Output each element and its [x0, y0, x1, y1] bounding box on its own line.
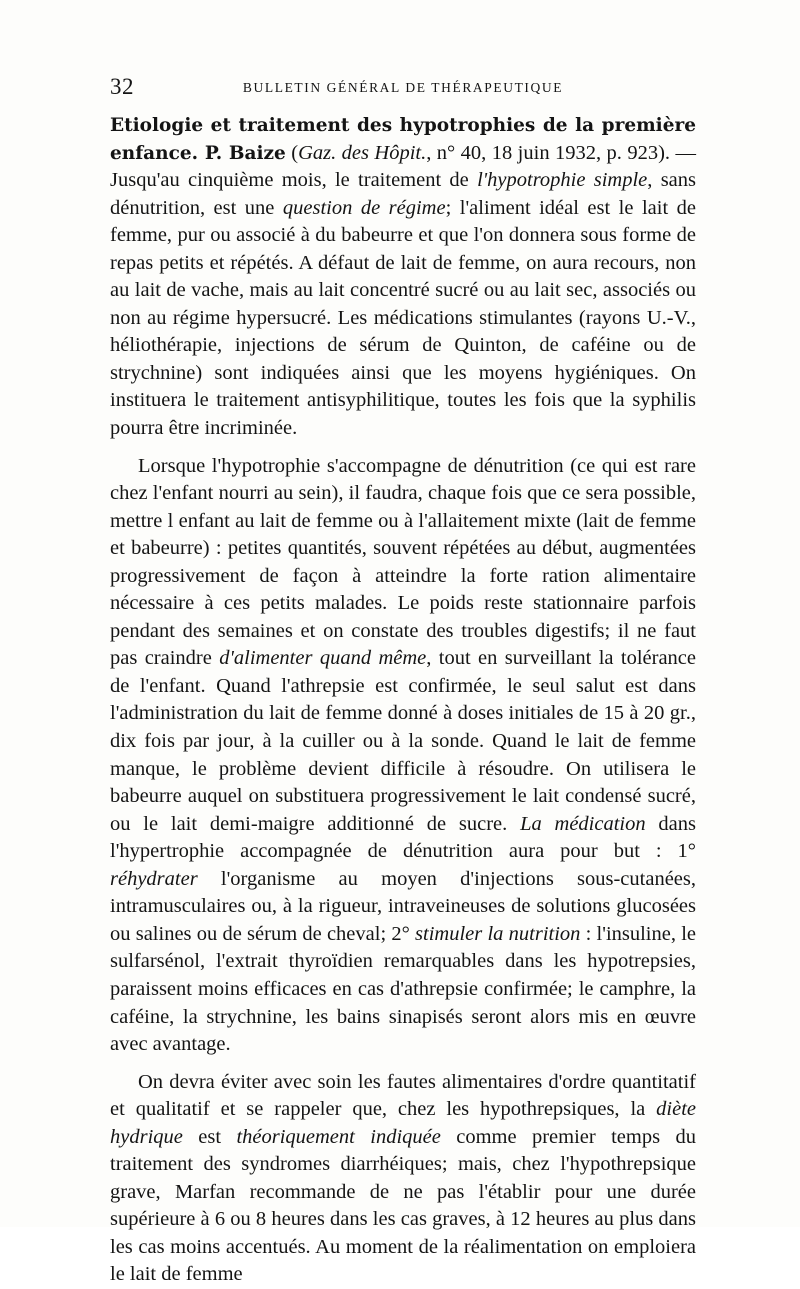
emphasis-rehydrater: réhydrater	[110, 867, 198, 890]
emphasis-hypotrophie-simple: l'hypotrophie simple	[477, 169, 648, 192]
paragraph-1-text-b: , sans dénutrition, est une	[110, 169, 696, 219]
article-heading: Etiologie et traitement des hypotrophies de la première enfance. P. Baize (Gaz. des Hôpit., n° 40, 18 juin 1932, p. 923). — Jusqu'au cinquième mois, le traitement de l'hypotrophie simple, sans dénutrition, est une question de régime; l'aliment idéal est le lait de femme, pur ou associé à du babeurre et que l'on donnera sous forme de repas petits et répétés. A défaut de lait de femme, on aura recours, non au lait de vache, mais au lait concentré sucré ou au lait sec, associés ou non au régime hypersucré. Les médications stimulantes (rayons U.-V., héliothérapie, injections de sérum de Quinton, de caféine ou de strychnine) sont indiquées ainsi que les moyens hygiéniques. On instituera le traitement antisyphilitique, toutes les fois que la syphilis pourra être incriminée.	[110, 115, 696, 440]
paragraph-2	[110, 453, 696, 1059]
article-title: Etiologie et traitement des hypotrophies de la première enfance. P. Baize	[110, 115, 696, 164]
emphasis-medication: La médication	[520, 812, 646, 835]
paragraph-3	[110, 1069, 696, 1289]
emphasis-theoriquement: théoriquement indiquée	[236, 1125, 441, 1148]
paragraph-3-text-b: est	[182, 1125, 237, 1148]
emphasis-diete-hydrique: diète hydrique	[110, 1098, 696, 1148]
emphasis-alimenter: d'alimenter quand même	[219, 647, 427, 670]
paragraph-1-text: — Jusqu'au cinquième mois, le traitement de	[110, 141, 696, 192]
article-body	[110, 112, 696, 1289]
emphasis-question-de-regime: question de régime	[282, 196, 446, 219]
page-number: 32	[110, 74, 134, 99]
paragraph-2-text-b: , tout en surveillant la tolérance de l'enfant. Quand l'athrepsie est confirmée, le seul salut est dans l'administration du lait de femme donné à doses initiales de 15 à 20 gr., dix fois par jour, à la cuiller ou à la sonde. Quand le lait de femme manque, le problème devient difficile à résoudre. On utilisera le babeurre auquel on substituera progressivement le lait condensé sucré, ou le lait demi-maigre additionné de sucre.	[110, 647, 696, 835]
citation-details: , n° 40, 18 juin 1932, p. 923).	[426, 141, 671, 164]
paragraph-2-text-e: : l'insuline, le sulfarsénol, l'extrait thyroïdien remarquables dans les hypotrepsies, paraissent moins efficaces en cas d'athrepsie confirmée; le camphre, la caféine, la strychnine, les bains sinapisés seront alors mis en œuvre avec avantage.	[110, 922, 697, 1056]
paragraph-2-text-d: l'organisme au moyen d'injections sous-cutanées, intramusculaires ou, à la rigueur, intraveineuses de solutions glucosées ou salines ou de sérum de cheval; 2°	[110, 867, 696, 945]
paragraph-3-text-a: On devra éviter avec soin les fautes alimentaires d'ordre quantitatif et qualitatif et se rappeler que, chez les hypothrepsiques, la	[110, 1070, 696, 1121]
page-header	[110, 74, 696, 104]
emphasis-stimuler: stimuler la nutrition	[415, 922, 581, 945]
paragraph-3-text-c: comme premier temps du traitement des syndromes diarrhéiques; mais, chez l'hypothrepsique grave, Marfan recommande de ne pas l'établir pour une durée supérieure à 6 ou 8 heures dans les cas graves, à 12 heures au plus dans les cas moins accentués. Au moment de la réalimentation on emploiera le lait de femme	[110, 1125, 696, 1286]
citation-journal: Gaz. des Hôpit.	[298, 141, 427, 164]
running-title: BULLETIN GÉNÉRAL DE THÉRAPEUTIQUE	[242, 80, 564, 95]
paragraph-2-text-c: dans l'hypertrophie accompagnée de dénutrition aura pour but : 1°	[110, 812, 697, 863]
paragraph-1-text-c: ; l'aliment idéal est le lait de femme, pur ou associé à du babeurre et que l'on donnera sous forme de repas petits et répétés. A défaut de lait de femme, on aura recours, non au lait de vache, mais au lait concentré sucré ou au lait sec, associés ou non au régime hypersucré. Les médications stimulantes (rayons U.-V., héliothérapie, injections de sérum de Quinton, de caféine ou de strychnine) sont indiquées ainsi que les moyens hygiéniques. On instituera le traitement antisyphilitique, toutes les fois que la syphilis pourra être incriminée.	[110, 196, 696, 440]
paragraph-2-text-a: Lorsque l'hypotrophie s'accompagne de dénutrition (ce qui est rare chez l'enfant nourri au sein), il faudra, chaque fois que ce sera possible, mettre l enfant au lait de femme ou à l'allaitement mixte (lait de femme et babeurre) : petites quantités, souvent répétées au début, augmentées progressivement de façon à atteindre la forte ration alimentaire nécessaire à ces petits malades. Le poids reste stationnaire parfois pendant des semaines et on constate des troubles digestifs; il ne faut pas craindre	[110, 454, 696, 670]
